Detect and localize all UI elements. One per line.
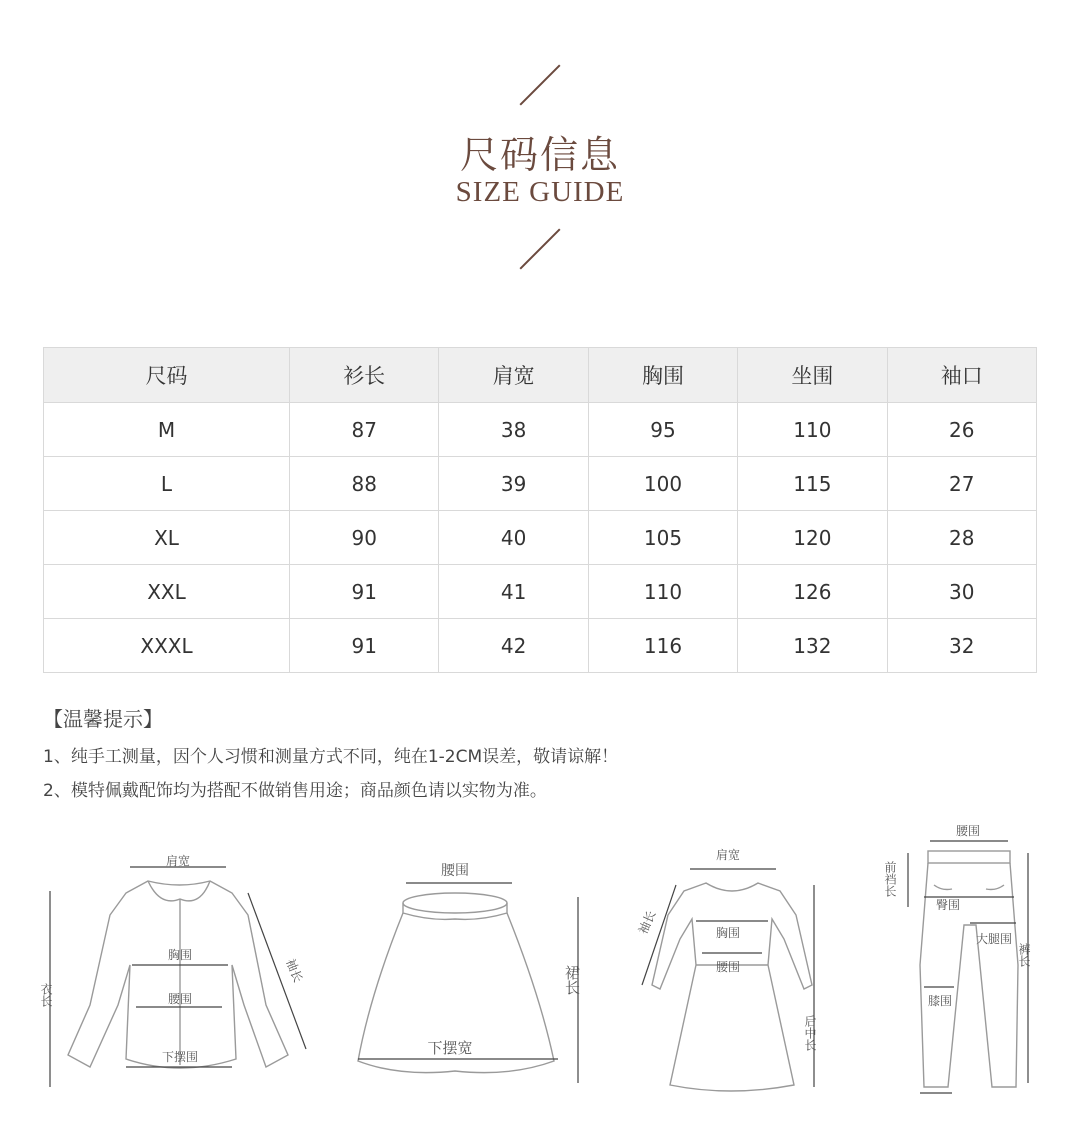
table-cell: 87	[290, 403, 439, 457]
table-cell: M	[44, 403, 290, 457]
table-cell: XXXL	[44, 619, 290, 673]
skirt-diagram	[340, 815, 600, 1105]
table-cell: 42	[439, 619, 588, 673]
table-cell: 110	[588, 565, 737, 619]
table-cell: 40	[439, 511, 588, 565]
table-row	[44, 619, 1037, 673]
measurement-figures	[0, 815, 1080, 1115]
dress-sleeve-label: 袖长	[635, 908, 659, 937]
table-cell: 38	[439, 403, 588, 457]
table-cell: 105	[588, 511, 737, 565]
dress-diagram	[630, 815, 850, 1105]
pants-waist-label: 腰围	[955, 824, 981, 838]
table-cell: 132	[738, 619, 887, 673]
table-cell: 116	[588, 619, 737, 673]
column-header: 衫长	[290, 348, 439, 403]
table-cell: 115	[738, 457, 887, 511]
table-cell: 28	[887, 511, 1036, 565]
tips-line-1: 1、纯手工测量，因个人习惯和测量方式不同，纯在1-2CM误差，敬请谅解！	[43, 747, 619, 767]
table-row	[44, 457, 1037, 511]
table-cell: 91	[290, 565, 439, 619]
column-header: 肩宽	[439, 348, 588, 403]
shirt-length-label: 衣长	[39, 983, 53, 1007]
size-table	[43, 347, 1037, 673]
dress-chest-label: 胸围	[715, 926, 741, 940]
table-cell: 41	[439, 565, 588, 619]
table-cell: 110	[738, 403, 887, 457]
table-cell: L	[44, 457, 290, 511]
shirt-chest-label: 胸围	[167, 948, 193, 962]
shirt-diagram	[30, 815, 330, 1105]
skirt-length-label: 裙长	[563, 965, 581, 995]
header	[0, 0, 1080, 300]
dress-shoulder-label: 肩宽	[715, 848, 741, 862]
tips-heading: 【温馨提示】	[43, 707, 163, 731]
shirt-waist-label: 腰围	[167, 992, 193, 1006]
table-cell: 88	[290, 457, 439, 511]
dress-waist-label: 腰围	[715, 960, 741, 974]
table-cell: 95	[588, 403, 737, 457]
column-header: 胸围	[588, 348, 737, 403]
shirt-hem-label: 下摆围	[161, 1050, 199, 1064]
column-header: 坐围	[738, 348, 887, 403]
table-cell: 32	[887, 619, 1036, 673]
decorative-slash-top	[519, 64, 560, 105]
table-cell: 27	[887, 457, 1036, 511]
pants-knee-label: 膝围	[927, 994, 953, 1008]
dress-length-label: 后中长	[803, 1015, 817, 1051]
pants-thigh-label: 大腿围	[975, 932, 1013, 946]
table-cell: 126	[738, 565, 887, 619]
table-cell: XXL	[44, 565, 290, 619]
column-header: 尺码	[44, 348, 290, 403]
pants-front-rise-label: 前裆长	[883, 861, 897, 897]
pants-hip-label: 臀围	[935, 898, 961, 912]
table-row	[44, 565, 1037, 619]
table-cell: 100	[588, 457, 737, 511]
table-cell: 120	[738, 511, 887, 565]
column-header: 袖口	[887, 348, 1036, 403]
skirt-hem-label: 下摆宽	[427, 1039, 473, 1057]
table-cell: 90	[290, 511, 439, 565]
tips-line-2: 2、模特佩戴配饰均为搭配不做销售用途；商品颜色请以实物为准。	[43, 781, 547, 801]
table-row	[44, 403, 1037, 457]
pants-length-label: 裤长	[1017, 943, 1031, 967]
table-row	[44, 511, 1037, 565]
table-cell: 30	[887, 565, 1036, 619]
table-cell: 26	[887, 403, 1036, 457]
pants-diagram	[872, 815, 1062, 1105]
tips-section	[43, 703, 618, 810]
table-cell: 39	[439, 457, 588, 511]
page-title: 尺码信息	[459, 133, 620, 177]
table-header-row	[44, 348, 1037, 403]
page-subtitle: SIZE GUIDE	[455, 176, 625, 208]
table-cell: 91	[290, 619, 439, 673]
shirt-shoulder-label: 肩宽	[165, 854, 191, 868]
shirt-sleeve-label: 袖长	[283, 956, 306, 985]
skirt-waist-label: 腰围	[441, 863, 469, 879]
table-cell: XL	[44, 511, 290, 565]
decorative-slash-bottom	[519, 228, 560, 269]
